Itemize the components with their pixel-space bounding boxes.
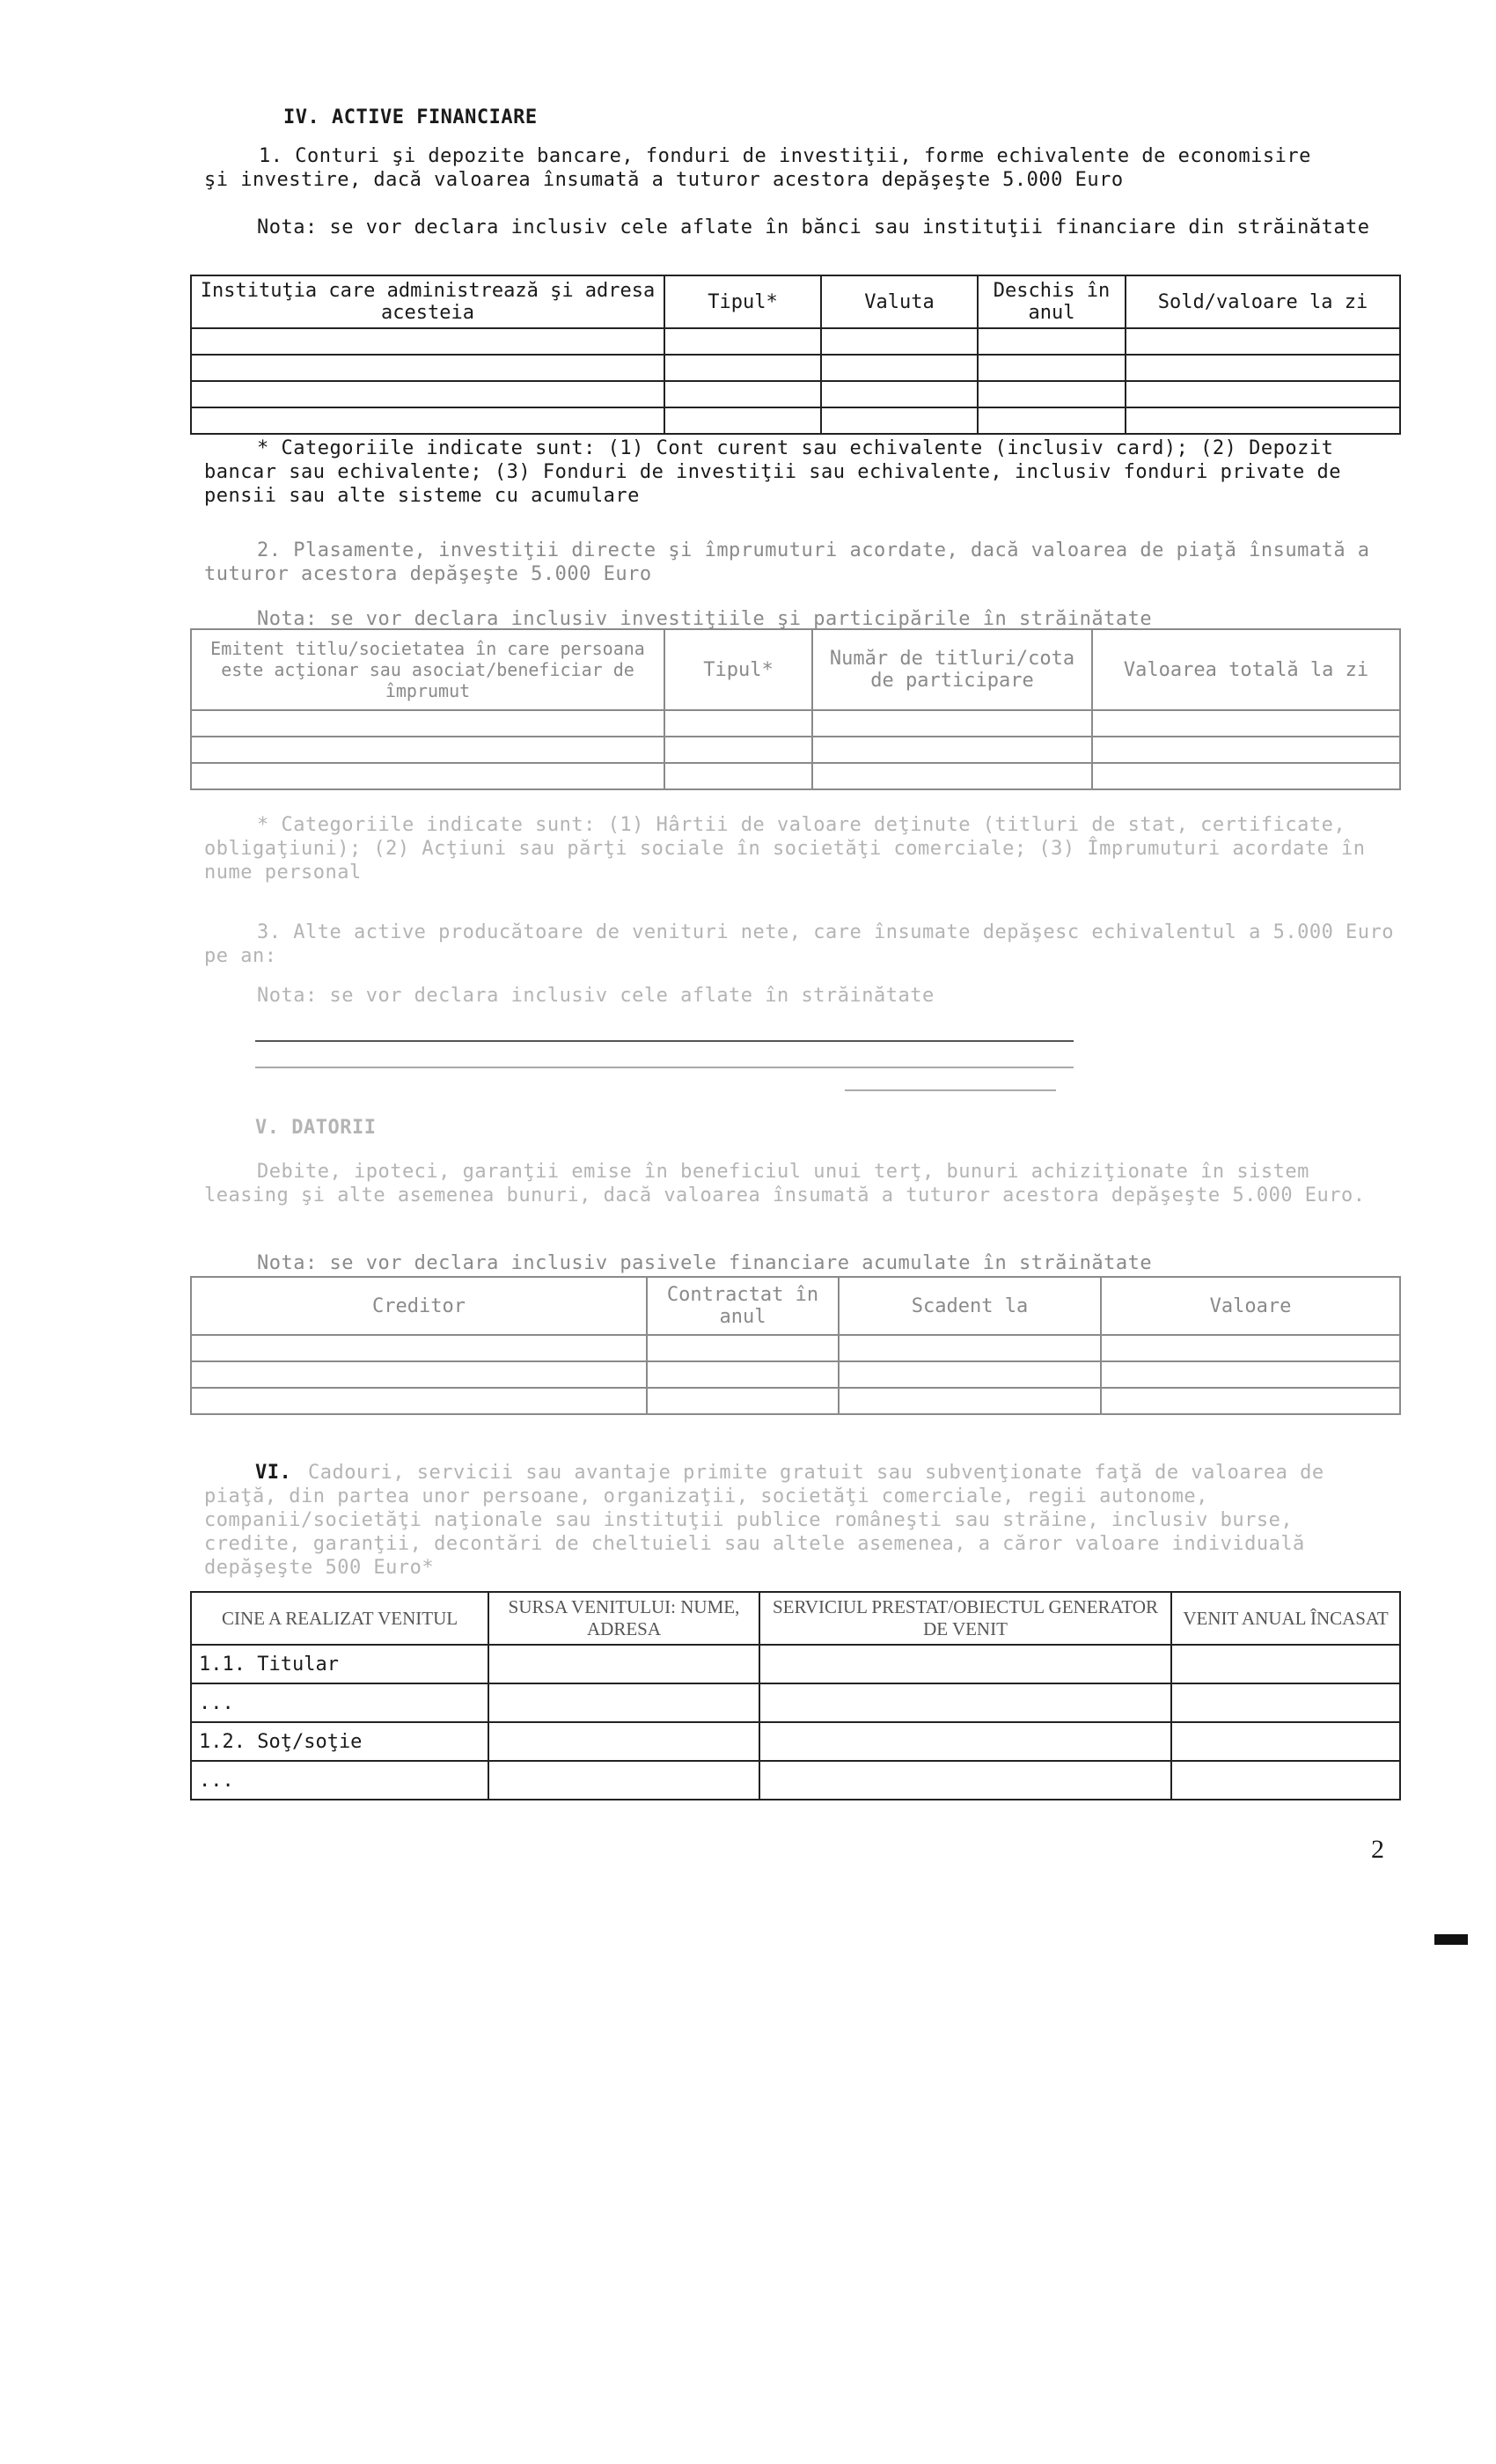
table-row xyxy=(191,355,1400,381)
table-row xyxy=(191,1722,1400,1761)
th-currency: Valuta xyxy=(821,275,978,328)
table-row xyxy=(191,763,1400,789)
row-spouse: 1.2. Soţ/soţie xyxy=(191,1722,488,1761)
th-due-date: Scadent la xyxy=(839,1277,1101,1335)
blank-line xyxy=(845,1089,1056,1091)
section-iv-footnote2: * Categoriile indicate sunt: (1) Hârtii de valoare deţinute (titluri de stat, certificate, obligaţiuni); (2) Acţiuni sau părţi sociale în societăţi comerciale; (3) Împrumuturi acordate în nume personal xyxy=(204,814,1378,884)
section-vi-p1: Cadouri, servicii sau avantaje primite gratuit sau subvenţionate faţă de valoarea de piaţă, din partea unor persoane, organizaţii, societăţi comerciale, regii autonome, companii/societăţi naţionale sau instituţii publice româneşti sau străine, inclusiv burse, credite, garanţii, decontări de cheltuieli sau altele asemenea, a căror valoare individuală depăşeşte 500 Euro* xyxy=(204,1462,1337,1579)
row-ellipsis: ... xyxy=(191,1683,488,1722)
table-investments xyxy=(190,628,1401,790)
table-row xyxy=(191,1361,1400,1388)
table-row xyxy=(191,381,1400,407)
table-row xyxy=(191,710,1400,737)
section-iv-note1: Nota: se vor declara inclusiv cele aflate în bănci sau instituţii financiare din străinătate xyxy=(257,216,1370,238)
th-institution: Instituţia care administrează şi adresa acesteia xyxy=(191,275,664,328)
section-iv-title: IV. ACTIVE FINANCIARE xyxy=(283,106,538,128)
blank-line xyxy=(255,1040,1074,1042)
section-v-title: V. DATORII xyxy=(255,1117,377,1139)
th-opened-year: Deschis în anul xyxy=(978,275,1126,328)
table-row xyxy=(191,1335,1400,1361)
table-debts xyxy=(190,1276,1401,1415)
section-v-p1: Debite, ipoteci, garanţii emise în beneficiul unui terţ, bunuri achiziţionate în sistem leasing şi alte asemenea bunuri, dacă valoarea însumată a tuturor acestora depăşeşte 5.000 Euro. xyxy=(204,1161,1366,1206)
table-row xyxy=(191,328,1400,355)
table-row xyxy=(191,1388,1400,1414)
section-iv-p1: 1. Conturi şi depozite bancare, fonduri de investiţii, forme echivalente de economisire şi investire, dacă valoarea însumată a tuturor acestora depăşeşte 5.000 Euro xyxy=(204,145,1324,191)
th-securities-count: Număr de titluri/cota de participare xyxy=(812,629,1092,710)
section-iv-p3: 3. Alte active producătoare de venituri nete, care însumate depăşesc echivalentul a 5.000 Euro pe an: xyxy=(204,921,1406,967)
th-contracted-year: Contractat în anul xyxy=(647,1277,839,1335)
th-annual-income: VENIT ANUAL ÎNCASAT xyxy=(1171,1592,1400,1645)
section-iv-note3: Nota: se vor declara inclusiv cele aflate în străinătate xyxy=(257,985,935,1007)
th-who-earned: CINE A REALIZAT VENITUL xyxy=(191,1592,488,1645)
th-type: Tipul* xyxy=(664,629,812,710)
table-row xyxy=(191,1645,1400,1683)
th-service: SERVICIUL PRESTAT/OBIECTUL GENERATOR DE VENIT xyxy=(759,1592,1171,1645)
table-row xyxy=(191,407,1400,434)
section-vi-title: VI. xyxy=(255,1462,292,1484)
th-type: Tipul* xyxy=(664,275,821,328)
table-row xyxy=(191,1761,1400,1800)
scan-mark xyxy=(1434,1934,1468,1945)
table-bank-accounts xyxy=(190,275,1401,435)
section-iv-note2: Nota: se vor declara inclusiv investiţiile şi participările în străinătate xyxy=(257,608,1153,630)
table-row xyxy=(191,737,1400,763)
section-v-note: Nota: se vor declara inclusiv pasivele financiare acumulate în străinătate xyxy=(257,1252,1153,1274)
th-issuer: Emitent titlu/societatea în care persoana este acţionar sau asociat/beneficiar de împrumut xyxy=(191,629,664,710)
th-income-source: SURSA VENITULUI: NUME, ADRESA xyxy=(488,1592,759,1645)
section-iv-p2: 2. Plasamente, investiţii directe şi împrumuturi acordate, dacă valoarea de piaţă însumată a tuturor acestora depăşeşte 5.000 Euro xyxy=(204,539,1382,585)
th-total-value: Valoarea totală la zi xyxy=(1092,629,1400,710)
section-iv-footnote1: * Categoriile indicate sunt: (1) Cont curent sau echivalente (inclusiv card); (2) Depozit bancar sau echivalente; (3) Fonduri de investiţii sau echivalente, inclusiv fonduri private de pensii sau alte sisteme cu acumulare xyxy=(204,437,1353,507)
row-ellipsis: ... xyxy=(191,1761,488,1800)
table-gifts xyxy=(190,1591,1401,1800)
th-balance: Sold/valoare la zi xyxy=(1126,275,1400,328)
page-number: 2 xyxy=(1371,1835,1384,1864)
row-holder: 1.1. Titular xyxy=(191,1645,488,1683)
table-row xyxy=(191,1683,1400,1722)
th-value: Valoare xyxy=(1101,1277,1400,1335)
th-creditor: Creditor xyxy=(191,1277,647,1335)
blank-line xyxy=(255,1067,1074,1068)
